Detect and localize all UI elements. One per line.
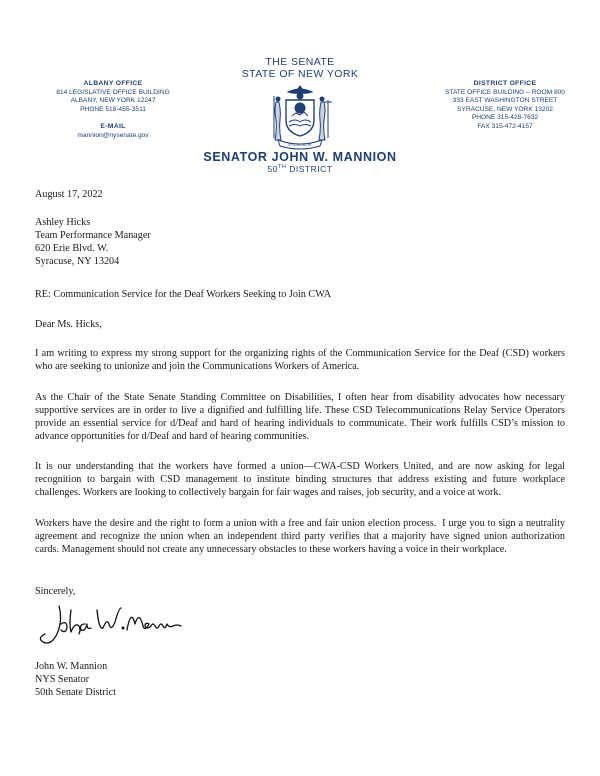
body-paragraph: As the Chair of the State Senate Standing Committee on Disabilities, I often hear from disability advocates how necessary supportive services are in order to live a dignified and fulfilling life. These CSD Telecommunications Relay Service Operators provide an essential service for d/Deaf and hard of hearing individuals to communicate. Their work fulfills CSD’s mission to advance opportunities for d/Deaf and hard of hearing communities. <box>35 392 565 443</box>
senate-title <box>210 56 390 80</box>
recipient-block <box>35 216 565 268</box>
district-office-line: FAX 315-472-4157 <box>477 122 533 130</box>
district-office-heading: DISTRICT OFFICE <box>473 80 537 87</box>
closing: Sincerely, <box>35 586 76 597</box>
signer-title: NYS Senator <box>35 674 90 686</box>
district-office-line: PHONE 315-428-7632 <box>471 114 539 122</box>
district-suffix: TH <box>278 164 287 171</box>
email-heading: E-MAIL <box>100 123 126 131</box>
district-office-line: SYRACUSE, NEW YORK 13202 <box>457 105 553 113</box>
district-word: DISTRICT <box>289 164 333 174</box>
signer-name: John W. Mannion <box>35 661 108 672</box>
district-office-line: STATE OFFICE BUILDING – ROOM 800 <box>445 88 565 96</box>
district-office-block <box>420 80 590 132</box>
body-paragraph: I am writing to express my strong support for the organizing rights of the Communication Service for the Deaf (CSD) workers who are seeking to unionize and join the Communications Workers of America. <box>35 348 565 373</box>
recipient-line: 620 Erie Blvd. W. <box>35 243 109 255</box>
signer-district: 50th Senate District <box>35 687 116 699</box>
albany-office-heading: ALBANY OFFICE <box>83 80 143 87</box>
subject-line: RE: Communication Service for the Deaf Workers Seeking to Join CWA <box>35 289 332 300</box>
district-label <box>210 164 390 174</box>
albany-office-line: 814 LEGISLATIVE OFFICE BUILDING <box>56 88 170 96</box>
senate-title-line: THE SENATE <box>265 56 335 68</box>
recipient-line: Ashley Hicks <box>35 217 91 228</box>
letter-date: August 17, 2022 <box>35 189 103 200</box>
albany-office-line: PHONE 518-455-3511 <box>80 105 146 113</box>
email-address[interactable]: mannion@nysenate.gov <box>77 131 149 139</box>
senator-name: SENATOR JOHN W. MANNION <box>203 150 397 164</box>
state-seal-icon <box>262 82 338 152</box>
recipient-line: Team Performance Manager <box>35 230 151 242</box>
senate-title-line: STATE OF NEW YORK <box>241 68 359 80</box>
salutation: Dear Ms. Hicks, <box>35 319 102 330</box>
district-number: 50 <box>267 164 279 174</box>
signature-image <box>35 600 185 652</box>
albany-office-block <box>18 80 208 141</box>
district-office-line: 333 EAST WASHINGTON STREET <box>452 97 558 105</box>
seal-motto: EXCELSIOR <box>288 142 312 147</box>
recipient-line: Syracuse, NY 13204 <box>35 256 120 268</box>
body-paragraph: Workers have the desire and the right to form a union with a free and fair union election process. I urge you to sign a neutrality agreement and recognize the union when an independent third party verifies that a majority have signed union authorization cards. Management should not create any unnecessary obstacles to these workers having a voice in their workplace. <box>35 518 568 556</box>
body-paragraph: It is our understanding that the workers have formed a union—CWA-CSD Workers United, and are now asking for legal recognition to bargain with CSD management to institute binding structures that address existing and future workplace challenges. Workers are looking to collectively bargain for fair wages and raises, job security, and a voice at work. <box>35 461 565 499</box>
albany-office-line: ALBANY, NEW YORK 12247 <box>70 97 156 105</box>
signer-block <box>35 660 565 699</box>
